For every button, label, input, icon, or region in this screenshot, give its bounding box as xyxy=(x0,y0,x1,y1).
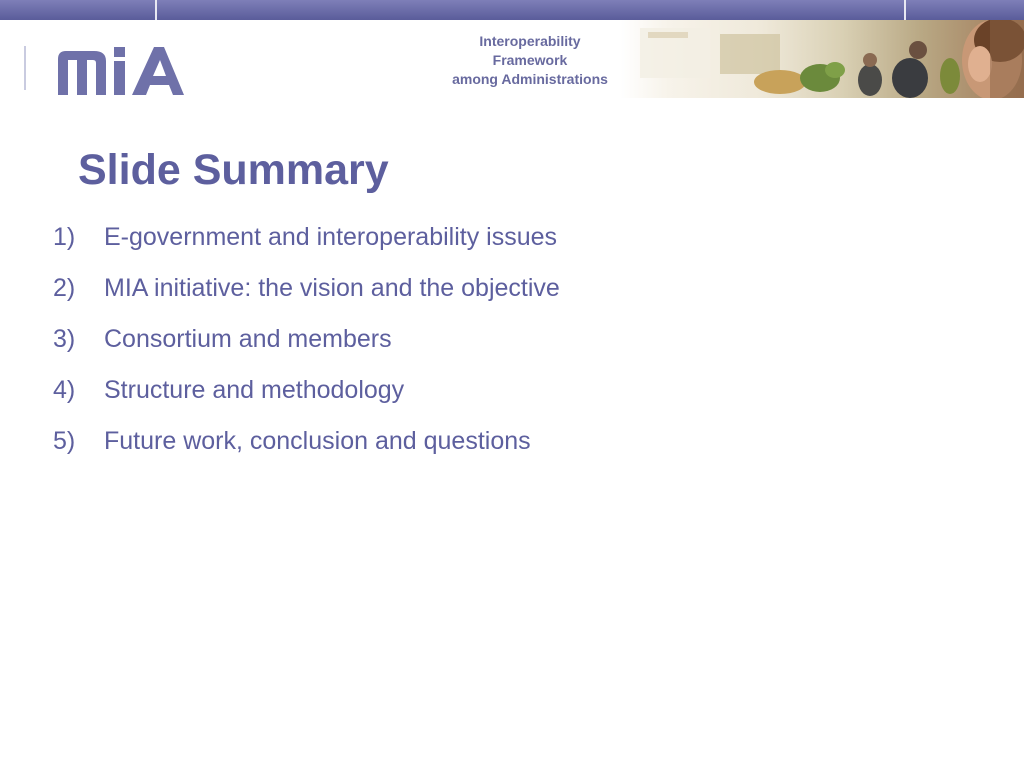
item-text: E-government and interoperability issues xyxy=(104,223,558,251)
item-number: 3) xyxy=(53,325,76,353)
mia-logo xyxy=(56,45,186,102)
header-subtitle xyxy=(430,32,630,89)
slide-title: Slide Summary xyxy=(78,146,389,194)
header-photo xyxy=(620,20,1024,98)
bar-divider xyxy=(904,0,906,20)
top-bar xyxy=(0,0,1024,20)
subtitle-line: Framework xyxy=(492,52,568,68)
subtitle-line: among Administrations xyxy=(452,71,608,87)
bar-divider xyxy=(155,0,157,20)
item-number: 2) xyxy=(53,274,76,302)
slide-header xyxy=(0,20,1024,98)
item-text: MIA initiative: the vision and the objective xyxy=(104,274,560,302)
item-number: 1) xyxy=(53,223,76,251)
header-rule xyxy=(24,46,26,90)
item-text: Future work, conclusion and questions xyxy=(104,427,531,455)
item-text: Consortium and members xyxy=(104,325,392,353)
item-text: Structure and methodology xyxy=(104,376,405,404)
subtitle-line: Interoperability xyxy=(479,33,581,49)
item-number: 5) xyxy=(53,427,76,455)
item-number: 4) xyxy=(53,376,76,404)
